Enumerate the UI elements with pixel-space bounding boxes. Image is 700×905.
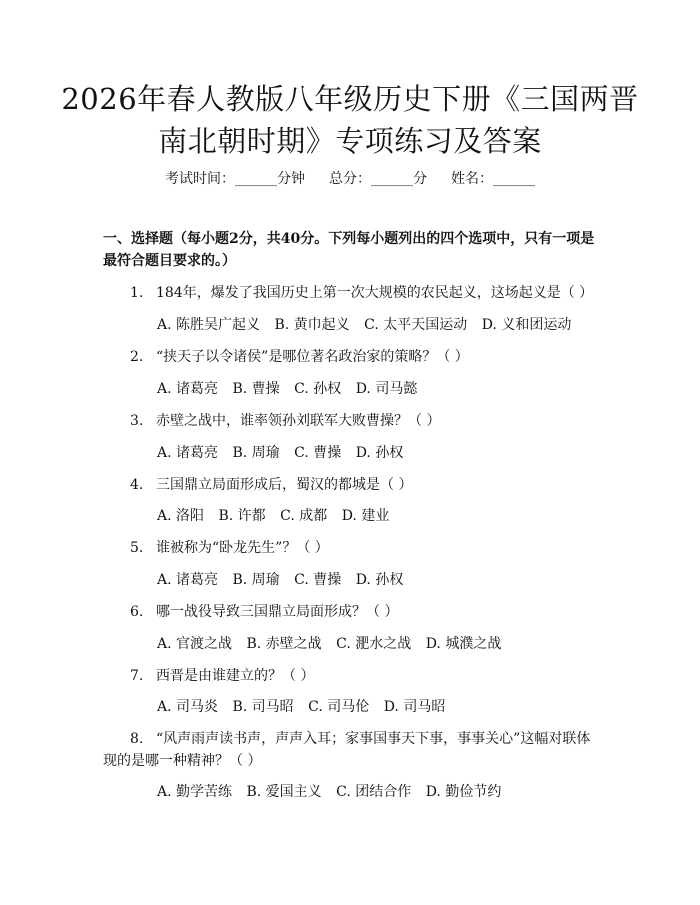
option-c: C. 成都	[280, 508, 328, 524]
option-d: D. 司马懿	[355, 381, 418, 397]
options-3	[157, 443, 403, 463]
question-text: “风声雨声读书声，声声入耳；家事国事天下事，事事关心”这幅对联体现的是哪一种精神？（ ）	[103, 731, 591, 769]
options-8	[157, 782, 501, 802]
question-number: 3.	[130, 413, 144, 429]
option-b: B. 周瑜	[232, 572, 280, 588]
question-number: 8.	[130, 731, 144, 747]
question-text: “挟天子以令诸侯”是哪位著名政治家的策略？（ ）	[156, 349, 469, 365]
option-b: B. 许都	[218, 508, 266, 524]
question-1	[103, 282, 603, 304]
exam-info	[0, 168, 700, 188]
option-b: B. 黄巾起义	[274, 317, 350, 333]
question-3	[103, 410, 603, 432]
option-c: C. 曹操	[294, 572, 342, 588]
options-4	[157, 506, 389, 526]
option-b: B. 爱国主义	[246, 784, 322, 800]
exam-time-field: 考试时间：______分钟	[165, 171, 305, 187]
section-heading: 一、选择题（每小题2分，共40分。下列每小题列出的四个选项中，只有一项是最符合题目要求的。）	[103, 231, 595, 269]
option-a: A. 洛阳	[157, 508, 205, 524]
option-a: A. 诸葛亮	[157, 445, 219, 461]
option-b: B. 赤壁之战	[246, 636, 322, 652]
question-text: 184年，爆发了我国历史上第一次大规模的农民起义，这场起义是（ ）	[156, 285, 594, 301]
question-number: 5.	[130, 540, 144, 556]
option-d: D. 城濮之战	[425, 636, 502, 652]
options-2	[157, 379, 417, 399]
question-number: 4.	[130, 477, 144, 493]
question-text: 三国鼎立局面形成后，蜀汉的都城是（ ）	[156, 477, 413, 493]
question-4	[103, 474, 603, 496]
question-2	[103, 346, 603, 368]
option-a: A. 诸葛亮	[157, 572, 219, 588]
option-b: B. 曹操	[232, 381, 280, 397]
title-line-1: 2026年春人教版八年级历史下册《三国两晋	[61, 82, 639, 116]
question-text: 谁被称为“卧龙先生”？（ ）	[156, 540, 329, 556]
option-c: C. 团结合作	[336, 784, 412, 800]
question-number: 7.	[130, 668, 144, 684]
option-d: D. 孙权	[355, 572, 404, 588]
question-6	[103, 601, 603, 623]
option-a: A. 司马炎	[157, 699, 219, 715]
option-a: A. 官渡之战	[157, 636, 233, 652]
option-d: D. 司马昭	[383, 699, 446, 715]
option-a: A. 勤学苦练	[157, 784, 233, 800]
option-b: B. 司马昭	[232, 699, 294, 715]
option-d: D. 义和团运动	[481, 317, 572, 333]
question-number: 2.	[130, 349, 144, 365]
option-c: C. 曹操	[294, 445, 342, 461]
options-7	[157, 697, 445, 717]
option-c: C. 孙权	[294, 381, 342, 397]
option-d: D. 孙权	[355, 445, 404, 461]
options-6	[157, 634, 501, 654]
option-d: D. 勤俭节约	[425, 784, 502, 800]
title-line-2: 南北朝时期》专项练习及答案	[158, 124, 542, 158]
option-a: A. 陈胜吴广起义	[157, 317, 261, 333]
option-b: B. 周瑜	[232, 445, 280, 461]
option-c: C. 太平天国运动	[364, 317, 468, 333]
question-number: 1.	[130, 285, 144, 301]
option-a: A. 诸葛亮	[157, 381, 219, 397]
question-5	[103, 537, 603, 559]
question-number: 6.	[130, 604, 144, 620]
question-7	[103, 665, 603, 687]
question-text: 赤壁之战中，谁率领孙刘联军大败曹操？（ ）	[156, 413, 441, 429]
document-title	[60, 78, 640, 162]
option-c: C. 淝水之战	[336, 636, 412, 652]
option-c: C. 司马伦	[308, 699, 370, 715]
total-score-field: 总分：______分	[329, 171, 427, 187]
student-name-field: 姓名：______	[451, 171, 535, 187]
option-d: D. 建业	[341, 508, 390, 524]
question-text: 西晋是由谁建立的？（ ）	[156, 668, 315, 684]
options-1	[157, 315, 571, 335]
options-5	[157, 570, 403, 590]
question-8	[103, 728, 603, 772]
question-text: 哪一战役导致三国鼎立局面形成？（ ）	[156, 604, 399, 620]
